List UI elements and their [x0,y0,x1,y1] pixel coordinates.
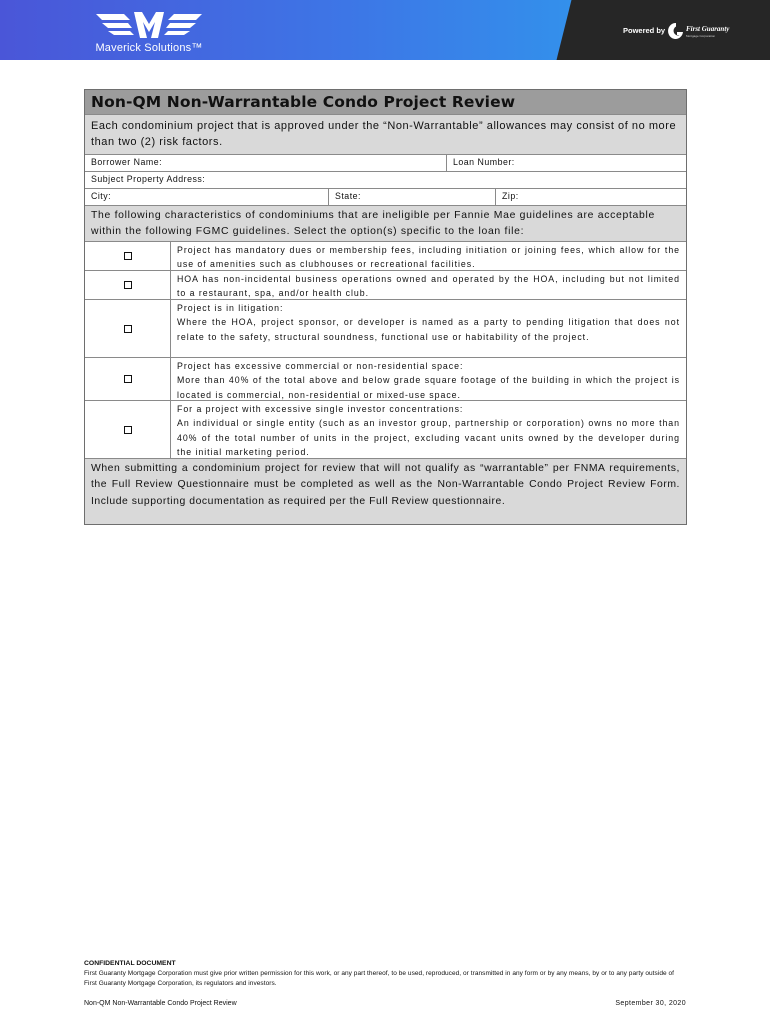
form-title: Non-QM Non-Warrantable Condo Project Review [85,90,686,114]
subject-address-field[interactable]: Subject Property Address: [91,174,206,184]
maverick-wings-icon [94,8,204,42]
option-checkbox-cell [85,242,170,270]
maverick-logo [84,8,214,56]
condo-review-form [84,89,687,525]
option-checkbox-cell [85,358,170,400]
city-row [85,188,686,205]
borrower-row [85,154,686,171]
state-field[interactable]: State: [328,189,495,205]
investor-concentration-checkbox[interactable] [124,426,132,434]
option-text [170,271,686,299]
commercial-space-checkbox[interactable] [124,375,132,383]
option-line: An individual or single entity (such as an investor group, partnership or corporation) owns no more than 40% of the total number of units in the project, excluding vacant units owned by the developer during the initial marketing period. [177,418,680,457]
option-line: Project has mandatory dues or membership fees, including initiation or joining fees, which allow for the use of amenities such as clubhouses or recreational facilities. [177,245,680,270]
option-text [170,401,686,458]
option-checkbox-cell [85,271,170,299]
option-row [85,299,686,357]
option-checkbox-cell [85,300,170,357]
option-row [85,270,686,299]
footer-date: September 30, 2020 [615,1000,686,1007]
brand-name: Maverick Solutions™ [95,42,203,54]
footer-doc-title: Non-QM Non-Warrantable Condo Project Review [84,1000,237,1007]
option-heading: Project is in litigation: [177,303,284,313]
option-text [170,300,686,357]
address-row [85,171,686,188]
first-guaranty-logo-icon [668,22,684,40]
powered-by-label: Powered by [623,26,666,35]
loan-number-field[interactable]: Loan Number: [446,155,686,171]
option-heading: For a project with excessive single investor concentrations: [177,404,464,414]
litigation-checkbox[interactable] [124,325,132,333]
confidential-label: CONFIDENTIAL DOCUMENT [84,960,176,967]
option-line: Where the HOA, project sponsor, or developer is named as a party to pending litigation that does not relate to the safety, structural soundness, functional use or habitability of the project. [177,317,680,342]
options-question: The following characteristics of condominiums that are ineligible per Fannie Mae guidelines are acceptable within the following FGMC guidelines. Select the option(s) specific to the loan file: [85,205,686,241]
partner-subtitle: Mortgage Corporation [686,34,716,38]
option-checkbox-cell [85,401,170,458]
option-line: HOA has non-incidental business operations owned and operated by the HOA, including but not limited to a restaurant, spa, and/or health club. [177,274,680,299]
option-row [85,241,686,270]
option-heading: Project has excessive commercial or non-residential space: [177,361,464,371]
header-banner [0,0,770,60]
option-line: More than 40% of the total above and below grade square footage of the building in which the project is located is commercial, non-residential or mixed-use space. [177,375,680,400]
form-intro: Each condominium project that is approved under the “Non-Warrantable” allowances may consist of no more than two (2) risk factors. [85,114,686,154]
option-row [85,400,686,458]
closing-instructions: When submitting a condominium project for review that will not qualify as “warrantable” per FNMA requirements, the Full Review Questionnaire must be completed as well as the Non-Warrantable Condo Project Review Form. Include supporting documentation as required per the Full Review questionnaire. [85,458,686,524]
partner-name: First Guaranty [686,25,730,33]
borrower-name-field[interactable]: Borrower Name: [91,157,163,167]
mandatory-dues-checkbox[interactable] [124,252,132,260]
permission-notice: First Guaranty Mortgage Corporation must give prior written permission for this work, or any part thereof, to be used, reproduced, or transmitted in any form or by any means, by or to any party outside of First Guaranty Mortgage Corporation, its regulators and investors. [84,970,675,987]
option-text [170,358,686,400]
city-field[interactable]: City: [91,191,112,201]
option-row [85,357,686,400]
hoa-business-checkbox[interactable] [124,281,132,289]
option-text [170,242,686,270]
zip-field[interactable]: Zip: [495,189,686,205]
